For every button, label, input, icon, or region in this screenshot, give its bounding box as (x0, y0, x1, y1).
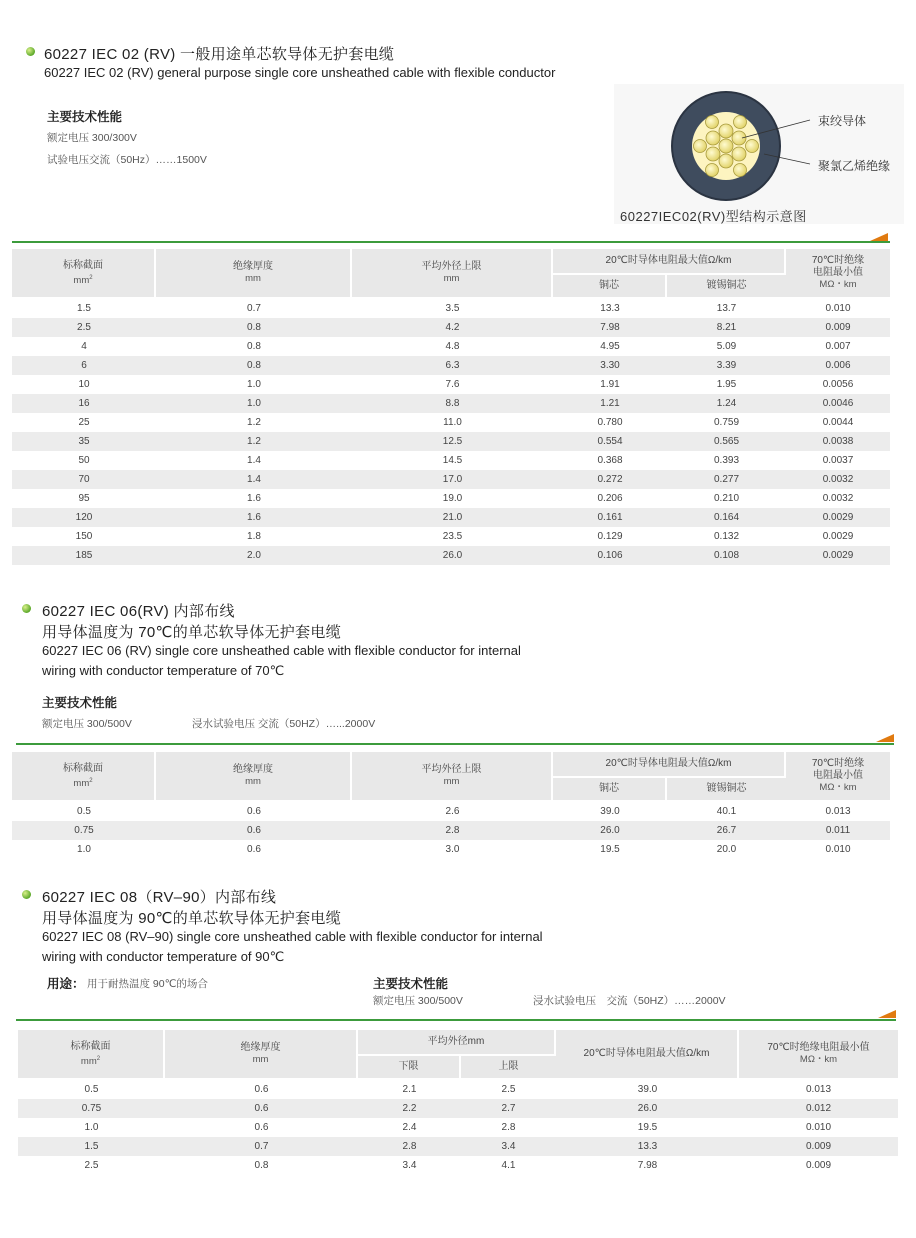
table-cell: 3.5 (445, 303, 460, 314)
header-copper: 铜芯 (553, 778, 667, 802)
table-cell: 3.4 (402, 1160, 417, 1171)
table-cell: 1.6 (156, 508, 352, 527)
section3-use-label: 用途： (47, 977, 85, 991)
table-cell: 0.6 (247, 806, 261, 817)
table-cell: 0.393 (713, 455, 740, 466)
table-cell: 7.98 (553, 318, 667, 337)
table-cell: 3.0 (445, 844, 460, 855)
table-cell: 0.8 (156, 318, 352, 337)
table-cell: 0.010 (825, 844, 851, 855)
table-cell: 3.39 (667, 356, 786, 375)
table-cell: 0.554 (553, 432, 667, 451)
table-cell: 0.8 (254, 1160, 269, 1171)
table-cell: 39.0 (600, 806, 620, 817)
section3-subtitle-cn: 用导体温度为 90℃的单芯软导体无护套电缆 (42, 910, 341, 927)
table-cell: 14.5 (442, 455, 463, 466)
table-cell: 70 (12, 470, 156, 489)
section2-title-en-line2: wiring with conductor temperature of 70℃ (42, 663, 285, 678)
table-cell: 0.0032 (786, 470, 890, 489)
section1-corner-triangle-icon (870, 233, 888, 241)
table-cell: 19.5 (637, 1122, 658, 1133)
table-cell: 21.0 (352, 508, 553, 527)
table-cell: 0.0029 (786, 508, 890, 527)
table-cell: 2.4 (402, 1122, 417, 1133)
table-cell: 150 (75, 531, 93, 542)
section3-title-en: 60227 IEC 08 (RV–90) single core unsheathed cable with flexible conductor for internal (42, 929, 543, 944)
header-tinned-copper: 镀锡铜芯 (667, 778, 786, 802)
table-cell: 0.0038 (786, 432, 890, 451)
table-cell: 7.6 (445, 379, 460, 390)
header-outer-diameter: 平均外径上限 mm (352, 249, 553, 299)
table-row (12, 394, 890, 413)
table-cell: 4.8 (445, 341, 460, 352)
table-row (12, 802, 890, 821)
table-cell: 26.0 (553, 821, 667, 840)
table-cell: 0.0046 (786, 394, 890, 413)
table-row (12, 337, 890, 356)
table-row (12, 432, 890, 451)
header-od-upper: 上限 (461, 1056, 556, 1080)
table-cell: 0.0032 (822, 493, 854, 504)
table-cell: 0.565 (667, 432, 786, 451)
table-row (12, 840, 890, 859)
table-cell: 1.95 (716, 379, 737, 390)
table-cell: 0.132 (713, 531, 740, 542)
table-cell: 39.0 (637, 1084, 658, 1095)
section2-spec-voltage: 额定电压 300/500V (42, 718, 132, 730)
section3-spec-title: 主要技术性能 (373, 977, 449, 991)
section2-title-en: 60227 IEC 06 (RV) single core unsheathed cable with flexible conductor for internal (42, 643, 521, 658)
diagram-label-conductor: 束绞导体 (818, 114, 867, 128)
table-cell: 7.98 (637, 1160, 658, 1171)
table-row (18, 1118, 898, 1137)
header-outer-diameter: 平均外径上限 mm (352, 752, 553, 802)
table-row (18, 1080, 898, 1099)
table-cell: 0.277 (667, 470, 786, 489)
section2-title-cn: 60227 IEC 06(RV) 内部布线 (42, 603, 235, 620)
table-cell: 10 (78, 379, 90, 390)
table-row (12, 489, 890, 508)
table-cell: 0.7 (165, 1137, 358, 1156)
table-cell: 0.161 (553, 508, 667, 527)
section3-table (18, 1030, 898, 1175)
table-cell: 0.0029 (786, 546, 890, 565)
table-cell: 0.5 (77, 806, 91, 817)
table-cell: 0.759 (713, 417, 740, 428)
table-cell: 6 (12, 356, 156, 375)
table-cell: 0.0056 (822, 379, 854, 390)
table-cell: 95 (78, 493, 90, 504)
table-cell: 0.0044 (822, 417, 854, 428)
header-outer-diameter: 平均外径mm (358, 1030, 556, 1056)
table-cell: 0.009 (739, 1137, 898, 1156)
table-cell: 1.5 (77, 303, 91, 314)
table-row (12, 821, 890, 840)
section1-bullet-icon (26, 47, 35, 56)
table-cell: 1.24 (667, 394, 786, 413)
table-row (18, 1156, 898, 1175)
table-cell: 0.780 (597, 417, 623, 428)
table-cell: 25 (78, 417, 90, 428)
section2-bullet-icon (22, 604, 31, 613)
table-cell: 2.7 (461, 1099, 556, 1118)
table-cell: 26.7 (667, 821, 786, 840)
table-row (18, 1137, 898, 1156)
section3-divider (16, 1019, 896, 1021)
table-cell: 4.2 (352, 318, 553, 337)
header-tinned-copper: 镀锡铜芯 (667, 275, 786, 299)
section2-spec-title: 主要技术性能 (42, 696, 118, 710)
table-cell: 0.129 (597, 531, 623, 542)
section1-table (12, 249, 890, 565)
table-cell: 4.1 (501, 1160, 516, 1171)
section1-spec-line: 额定电压 300/300V (47, 132, 137, 144)
table-cell: 0.013 (825, 806, 851, 817)
table-cell: 2.2 (358, 1099, 461, 1118)
table-cell: 0.8 (156, 356, 352, 375)
table-cell: 1.8 (247, 531, 261, 542)
table-row (12, 508, 890, 527)
table-cell: 2.8 (352, 821, 553, 840)
table-cell: 13.3 (556, 1137, 739, 1156)
table-row (12, 451, 890, 470)
table-cell: 1.4 (156, 470, 352, 489)
table-row (18, 1099, 898, 1118)
table-cell: 0.206 (597, 493, 623, 504)
header-area: 标称截面 $mm^2$ (12, 249, 156, 299)
table-cell: 0.5 (84, 1084, 99, 1095)
section1-title-cn: 60227 IEC 02 (RV) 一般用途单芯软导体无护套电缆 (44, 46, 395, 63)
table-cell: 1.0 (77, 844, 91, 855)
table-cell: 19.0 (442, 493, 463, 504)
table-cell: 40.1 (716, 806, 737, 817)
table-cell: 0.6 (156, 821, 352, 840)
table-cell: 13.3 (600, 303, 620, 314)
section1-title-en: 60227 IEC 02 (RV) general purpose single core unsheathed cable with flexible conductor (44, 65, 556, 80)
table-cell: 4 (81, 341, 87, 352)
header-insulation: 绝缘厚度 mm (156, 249, 352, 299)
table-cell: 12.5 (352, 432, 553, 451)
table-cell: 11.0 (443, 417, 462, 428)
table-cell: 13.7 (716, 303, 737, 314)
table-cell: 50 (78, 455, 90, 466)
table-cell: 0.0037 (822, 455, 854, 466)
table-row (12, 375, 890, 394)
table-cell: 0.6 (247, 844, 261, 855)
section1-spec-line: 试验电压交流（50Hz）……1500V (47, 154, 207, 166)
table-row (12, 318, 890, 337)
header-resistance: 20℃时导体电阻最大值Ω/km (553, 752, 786, 778)
header-insulation-resistance: 70℃时绝缘 电阻最小值 MΩ・km (786, 249, 890, 299)
table-cell: 2.0 (156, 546, 352, 565)
table-cell: 16 (12, 394, 156, 413)
table-cell: 0.007 (825, 341, 851, 352)
table-cell: 0.006 (786, 356, 890, 375)
table-cell: 8.8 (352, 394, 553, 413)
table-cell: 1.2 (247, 417, 261, 428)
section2-subtitle-cn: 用导体温度为 70℃的单芯软导体无护套电缆 (42, 624, 341, 641)
section3-spec-voltage: 额定电压 300/500V (373, 995, 463, 1007)
table-cell: 0.6 (254, 1122, 269, 1133)
table-cell: 185 (12, 546, 156, 565)
table-cell: 8.21 (667, 318, 786, 337)
header-od-lower: 下限 (358, 1056, 461, 1080)
table-cell: 0.164 (667, 508, 786, 527)
table-cell: 0.010 (825, 303, 851, 314)
table-cell: 0.272 (553, 470, 667, 489)
table-row (12, 299, 890, 318)
table-cell: 0.6 (254, 1084, 269, 1095)
table-cell: 1.2 (156, 432, 352, 451)
table-cell: 26.0 (352, 546, 553, 565)
table-cell: 2.6 (445, 806, 460, 817)
section3-corner-triangle-icon (878, 1010, 896, 1018)
section2-divider (16, 743, 894, 745)
header-area: 标称截面 $mm^2$ (18, 1030, 165, 1080)
table-cell: 1.0 (247, 379, 261, 390)
table-cell: 1.5 (18, 1137, 165, 1156)
table-cell: 1.91 (600, 379, 620, 390)
table-cell: 5.09 (716, 341, 737, 352)
table-cell: 0.7 (247, 303, 261, 314)
table-cell: 0.013 (806, 1084, 832, 1095)
table-cell: 2.5 (12, 318, 156, 337)
cable-cross-section-diagram (614, 84, 904, 224)
table-cell: 2.1 (402, 1084, 417, 1095)
table-cell: 0.368 (597, 455, 623, 466)
table-cell: 0.009 (806, 1160, 832, 1171)
table-cell: 23.5 (442, 531, 463, 542)
section3-title-cn: 60227 IEC 08（RV–90）内部布线 (42, 889, 277, 906)
table-row (12, 470, 890, 489)
section2-spec-test: 浸水试验电压 交流（50HZ）…...2000V (192, 718, 376, 730)
header-insulation-resistance: 70℃时绝缘 电阻最小值 MΩ・km (786, 752, 890, 802)
section3-spec-test: 浸水试验电压 交流（50HZ）……2000V (533, 995, 726, 1007)
section1-divider (12, 241, 890, 243)
table-cell: 2.5 (84, 1160, 99, 1171)
section3-bullet-icon (22, 890, 31, 899)
table-cell: 4.95 (600, 341, 620, 352)
header-resistance: 20℃时导体电阻最大值Ω/km (553, 249, 786, 275)
table-cell: 0.8 (247, 341, 261, 352)
table-cell: 19.5 (600, 844, 620, 855)
table-cell: 0.0029 (822, 531, 854, 542)
table-cell: 0.210 (713, 493, 740, 504)
header-resistance: 20℃时导体电阻最大值Ω/km (556, 1030, 739, 1080)
table-cell: 6.3 (352, 356, 553, 375)
table-row (12, 546, 890, 565)
table-cell: 1.0 (84, 1122, 99, 1133)
table-cell: 0.6 (165, 1099, 358, 1118)
table-row (12, 527, 890, 546)
table-row (12, 413, 890, 432)
table-cell: 1.0 (156, 394, 352, 413)
header-insulation: 绝缘厚度 mm (165, 1030, 358, 1080)
section1-spec-title: 主要技术性能 (47, 110, 123, 124)
table-cell: 1.21 (553, 394, 667, 413)
table-cell: 0.106 (553, 546, 667, 565)
table-cell: 17.0 (352, 470, 553, 489)
table-cell: 0.011 (786, 821, 890, 840)
table-cell: 26.0 (556, 1099, 739, 1118)
section3-use-text: 用于耐热温度 90℃的场合 (87, 978, 208, 990)
table-cell: 2.8 (358, 1137, 461, 1156)
table-cell: 0.75 (18, 1099, 165, 1118)
table-cell: 1.4 (247, 455, 261, 466)
section3-title-en-line2: wiring with conductor temperature of 90℃ (42, 949, 285, 964)
table-row (12, 356, 890, 375)
table-cell: 0.012 (739, 1099, 898, 1118)
section2-table (12, 752, 890, 859)
table-cell: 20.0 (716, 844, 737, 855)
header-insulation-resistance: 70℃时绝缘电阻最小值 MΩ・km (739, 1030, 898, 1080)
section2-corner-triangle-icon (876, 734, 894, 742)
table-cell: 120 (12, 508, 156, 527)
diagram-caption: 60227IEC02(RV)型结构示意图 (620, 209, 807, 224)
table-cell: 0.010 (806, 1122, 832, 1133)
table-cell: 1.6 (247, 493, 261, 504)
table-cell: 2.5 (501, 1084, 516, 1095)
header-area: 标称截面 $mm^2$ (12, 752, 156, 802)
header-copper: 铜芯 (553, 275, 667, 299)
header-insulation: 绝缘厚度 mm (156, 752, 352, 802)
table-cell: 2.8 (501, 1122, 516, 1133)
table-cell: 3.30 (553, 356, 667, 375)
table-cell: 35 (12, 432, 156, 451)
table-cell: 0.108 (667, 546, 786, 565)
table-cell: 0.009 (786, 318, 890, 337)
table-cell: 3.4 (461, 1137, 556, 1156)
diagram-label-insulation: 聚氯乙烯绝缘 (818, 159, 891, 173)
table-cell: 0.75 (12, 821, 156, 840)
